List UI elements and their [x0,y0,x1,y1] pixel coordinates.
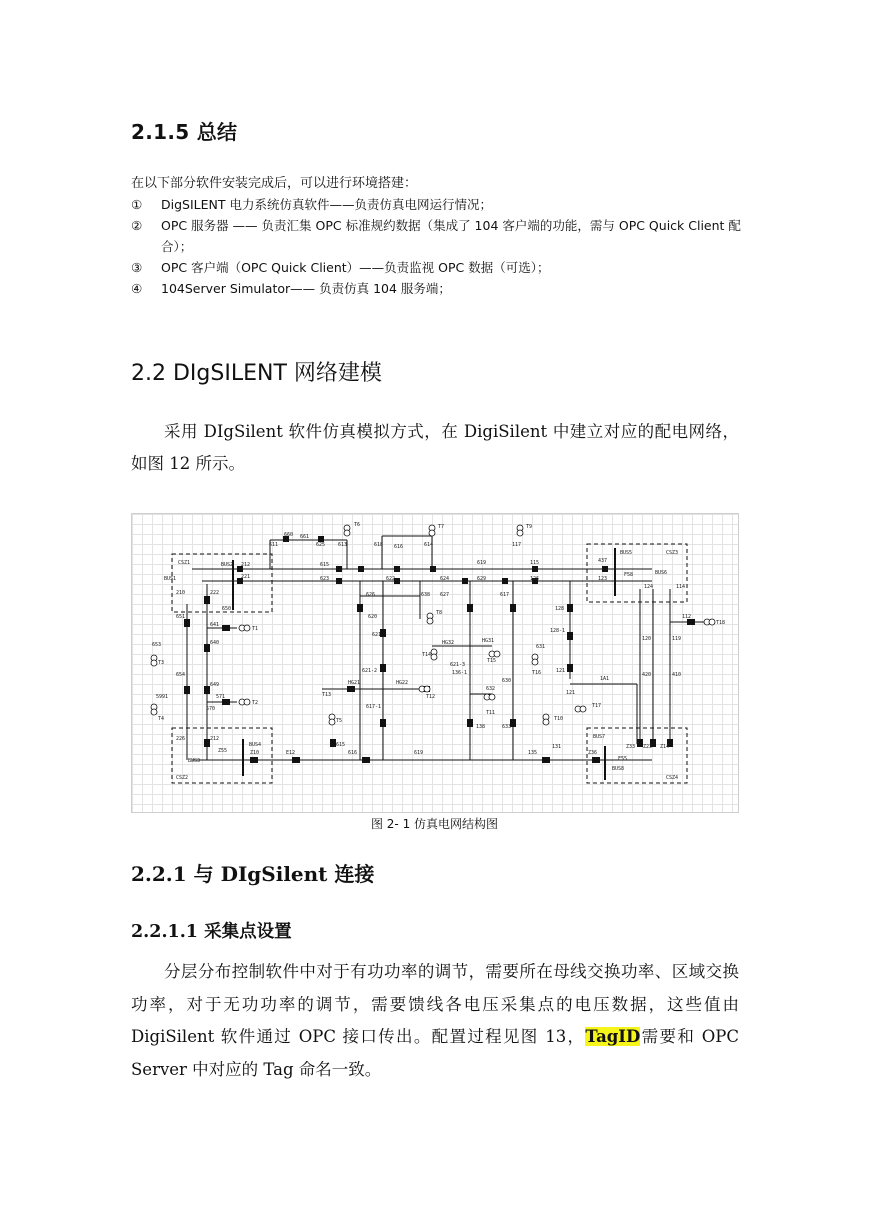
list-text: 104Server Simulator—— 负责仿真 104 服务端； [161,281,451,296]
switch-label: 617-1 [366,704,382,710]
paragraph-text: 分层分布控制软件中对于有功功率的调节，需要所在母线交换功率、区域交换功率，对于无功功率的调节，需要馈线各电压采集点的电压数据，这些值由 DigiSilent 软件通过 OPC 接口传出。配置过程见图 13， [131,962,739,1046]
figure-caption: 图 2- 1 仿真电网结构图 [370,817,499,831]
switch-label: 624 [440,576,450,582]
switch-label: 420 [642,672,652,678]
switch-label: 617 [500,592,510,598]
switch-label: 138 [476,724,486,730]
switch-label: 630 [502,678,512,684]
switch-label: 136-1 [452,670,468,676]
switch-label: 571 [216,694,226,700]
switch-label: 619 [414,750,424,756]
list-item [131,278,741,299]
switch-label: 629 [477,576,487,582]
list-text: DigSILENT 电力系统仿真软件——负责仿真电网运行情况； [161,197,492,212]
diagram-svg [132,514,738,812]
bus-label: BUS7 [593,734,606,740]
switch-label: 135 [528,750,538,756]
list-item [131,215,741,257]
switch-label: HG21 [348,680,361,686]
switch-label: F58 [624,572,634,578]
switch-label: 126 [530,576,540,582]
switch [502,578,508,584]
switch-label: 131 [552,744,562,750]
switch-label: 614 [424,542,434,548]
transformer-label: T4 [158,716,165,722]
switch [336,578,342,584]
switch-label: 570 [206,706,216,712]
switch-label: 128-1 [550,628,566,634]
list-number: ③ [131,260,143,275]
transformer-label: T3 [158,660,165,666]
switch-label: E12 [286,750,296,756]
switch-label: Z10 [250,750,260,756]
switch [467,719,473,727]
software-list [131,194,741,299]
bus-label: BUS6 [655,570,668,576]
transformer-label: T10 [554,716,564,722]
paragraph-text: 需要和 OPC Server 中对应的 Tag 命名一致。 [131,1027,739,1079]
switch-label: 120 [642,636,652,642]
switch-label: HG31 [482,638,495,644]
switch-label: 651 [176,614,186,620]
switch [357,604,363,612]
switch-label: 212 [241,562,251,568]
switch-label: 633 [502,724,512,730]
list-text: OPC 服务器 —— 负责汇集 OPC 标准规约数据（集成了 104 客户端的功能，需与 OPC Quick Client 配合）； [161,218,741,254]
switch-label: 649 [210,682,220,688]
switch [358,566,364,572]
switch [347,686,355,692]
paragraph-collection-points [131,956,739,1086]
switch-label: 621-3 [450,662,466,668]
region-label: CSZ2 [176,775,189,781]
transformer-label: T15 [487,658,497,664]
switch-label: Z23 [643,744,653,750]
switch-label: 117 [512,542,522,548]
switch-label: 112 [682,614,692,620]
transformer-label: T14 [422,652,432,658]
switch-label: 410 [672,672,682,678]
switch-label: 222 [210,590,220,596]
switch-label: Z14 [660,744,670,750]
switch-label: 641 [210,622,220,628]
switch-label: 619 [477,560,487,566]
switch [567,632,573,640]
switch-label: 626 [366,592,376,598]
bus-label: BUS2 [221,562,234,568]
switch-label: 640 [210,640,220,646]
section-heading-2-2: 2.2 DIgSILENT 网络建模 [131,361,382,386]
switch-label: 623 [320,576,330,582]
switch-label: 625 [316,542,326,548]
switch-label: 221 [241,574,251,580]
section-heading-2-2-1-1: 2.2.1.1 采集点设置 [131,922,292,942]
switch-label: 622 [386,576,396,582]
switch [510,604,516,612]
switch [380,719,386,727]
switch [462,578,468,584]
switch-label: 128 [555,606,565,612]
transformer-label: T1 [252,626,259,632]
bus-label: BUS5 [620,550,633,556]
switch-label: Z55 [218,748,228,754]
switch-label: HG22 [396,680,409,686]
switch [380,664,386,672]
switch-label: 210 [176,590,186,596]
bus-label: BUS1 [164,576,177,582]
switch-label: 653 [152,642,162,648]
switch-label: Z33 [626,744,636,750]
switch [602,566,608,572]
switch [467,604,473,612]
transformer-label: T9 [526,524,533,530]
transformer-label: T2 [252,700,259,706]
section-heading-2-1-5: 2.1.5 总结 [131,120,238,144]
switch-label: 638 [421,592,431,598]
switch-label: 123 [598,576,608,582]
switch-label: 654 [176,672,186,678]
switch-label: 650 [222,606,232,612]
switch-label: 611 [269,542,279,548]
switch [184,619,190,627]
switch [394,566,400,572]
region-label: CSZ3 [666,550,679,556]
switch-label: 615 [320,562,330,568]
intro-text: 在以下部分软件安装完成后，可以进行环境搭建： [131,176,418,191]
region-label: CSZ1 [178,560,191,566]
list-number: ① [131,197,143,212]
bus-label: BUS4 [249,742,262,748]
transformer-label: T5 [336,718,343,724]
switch-label: 660 [284,532,294,538]
switch-label: 632 [486,686,496,692]
paragraph-modeling: 采用 DIgSilent 软件仿真模拟方式，在 DigiSilent 中建立对应的配电网络，如图 12 所示。 [131,422,739,473]
switch [292,757,300,763]
switch [184,686,190,694]
list-number: ④ [131,281,143,296]
list-item [131,257,741,278]
bus-label: BUS3 [188,758,201,764]
transformer-label: T7 [438,524,445,530]
switch-label: 616 [348,750,358,756]
switch-label: 621-2 [362,668,378,674]
transformer-label: T12 [426,694,436,700]
switch-label: 616 [394,544,404,550]
switch-label: 627 [440,592,450,598]
switch-label: 114 [676,584,686,590]
switch-label: 615 [336,742,346,748]
switch-label: HG32 [442,640,455,646]
transformer-label: T6 [354,522,361,528]
transformer-label: T16 [532,670,542,676]
switch-label: 121 [556,668,566,674]
transformer-label: T18 [716,620,726,626]
switch-label: 212 [210,736,220,742]
switch [362,757,370,763]
switch [542,757,550,763]
switch-label: 437 [598,558,608,564]
switch-label: Z36 [588,750,598,756]
switch [336,566,342,572]
highlighted-tagid: TagID [585,1027,641,1046]
switch-label: 119 [672,636,682,642]
bus-label: BUS8 [612,766,625,772]
list-text: OPC 客户端（OPC Quick Client）——负责监视 OPC 数据（可选）； [161,260,550,275]
switch-label: 115 [530,560,540,566]
region-label: CSZ4 [666,775,679,781]
switch [567,664,573,672]
transformer-label: T17 [592,703,602,709]
switch-label: 5991 [156,694,169,700]
switch [532,566,538,572]
switch-label: 613 [338,542,348,548]
switch-label: 620 [368,614,378,620]
transformer-label: T13 [322,692,332,698]
switch [250,757,258,763]
switch-label: 121 [566,690,576,696]
switch [222,625,230,631]
switch [430,566,436,572]
switch-label: 226 [176,736,186,742]
transformer-label: T11 [486,710,496,716]
switch-label: F55 [618,756,628,762]
switch-label: 621 [372,632,382,638]
switch [567,604,573,612]
switch-label: 1A1 [600,676,610,682]
switch-label: 661 [300,534,310,540]
switch-label: 124 [644,584,654,590]
list-number: ② [131,218,143,233]
section-heading-2-2-1: 2.2.1 与 DIgSilent 连接 [131,862,375,886]
transformer-label: T8 [436,610,443,616]
list-item [131,194,741,215]
switch-label: 631 [536,644,546,650]
switch [592,757,600,763]
grid-structure-diagram [131,513,739,813]
switch-label: 618 [374,542,384,548]
switch [204,596,210,604]
